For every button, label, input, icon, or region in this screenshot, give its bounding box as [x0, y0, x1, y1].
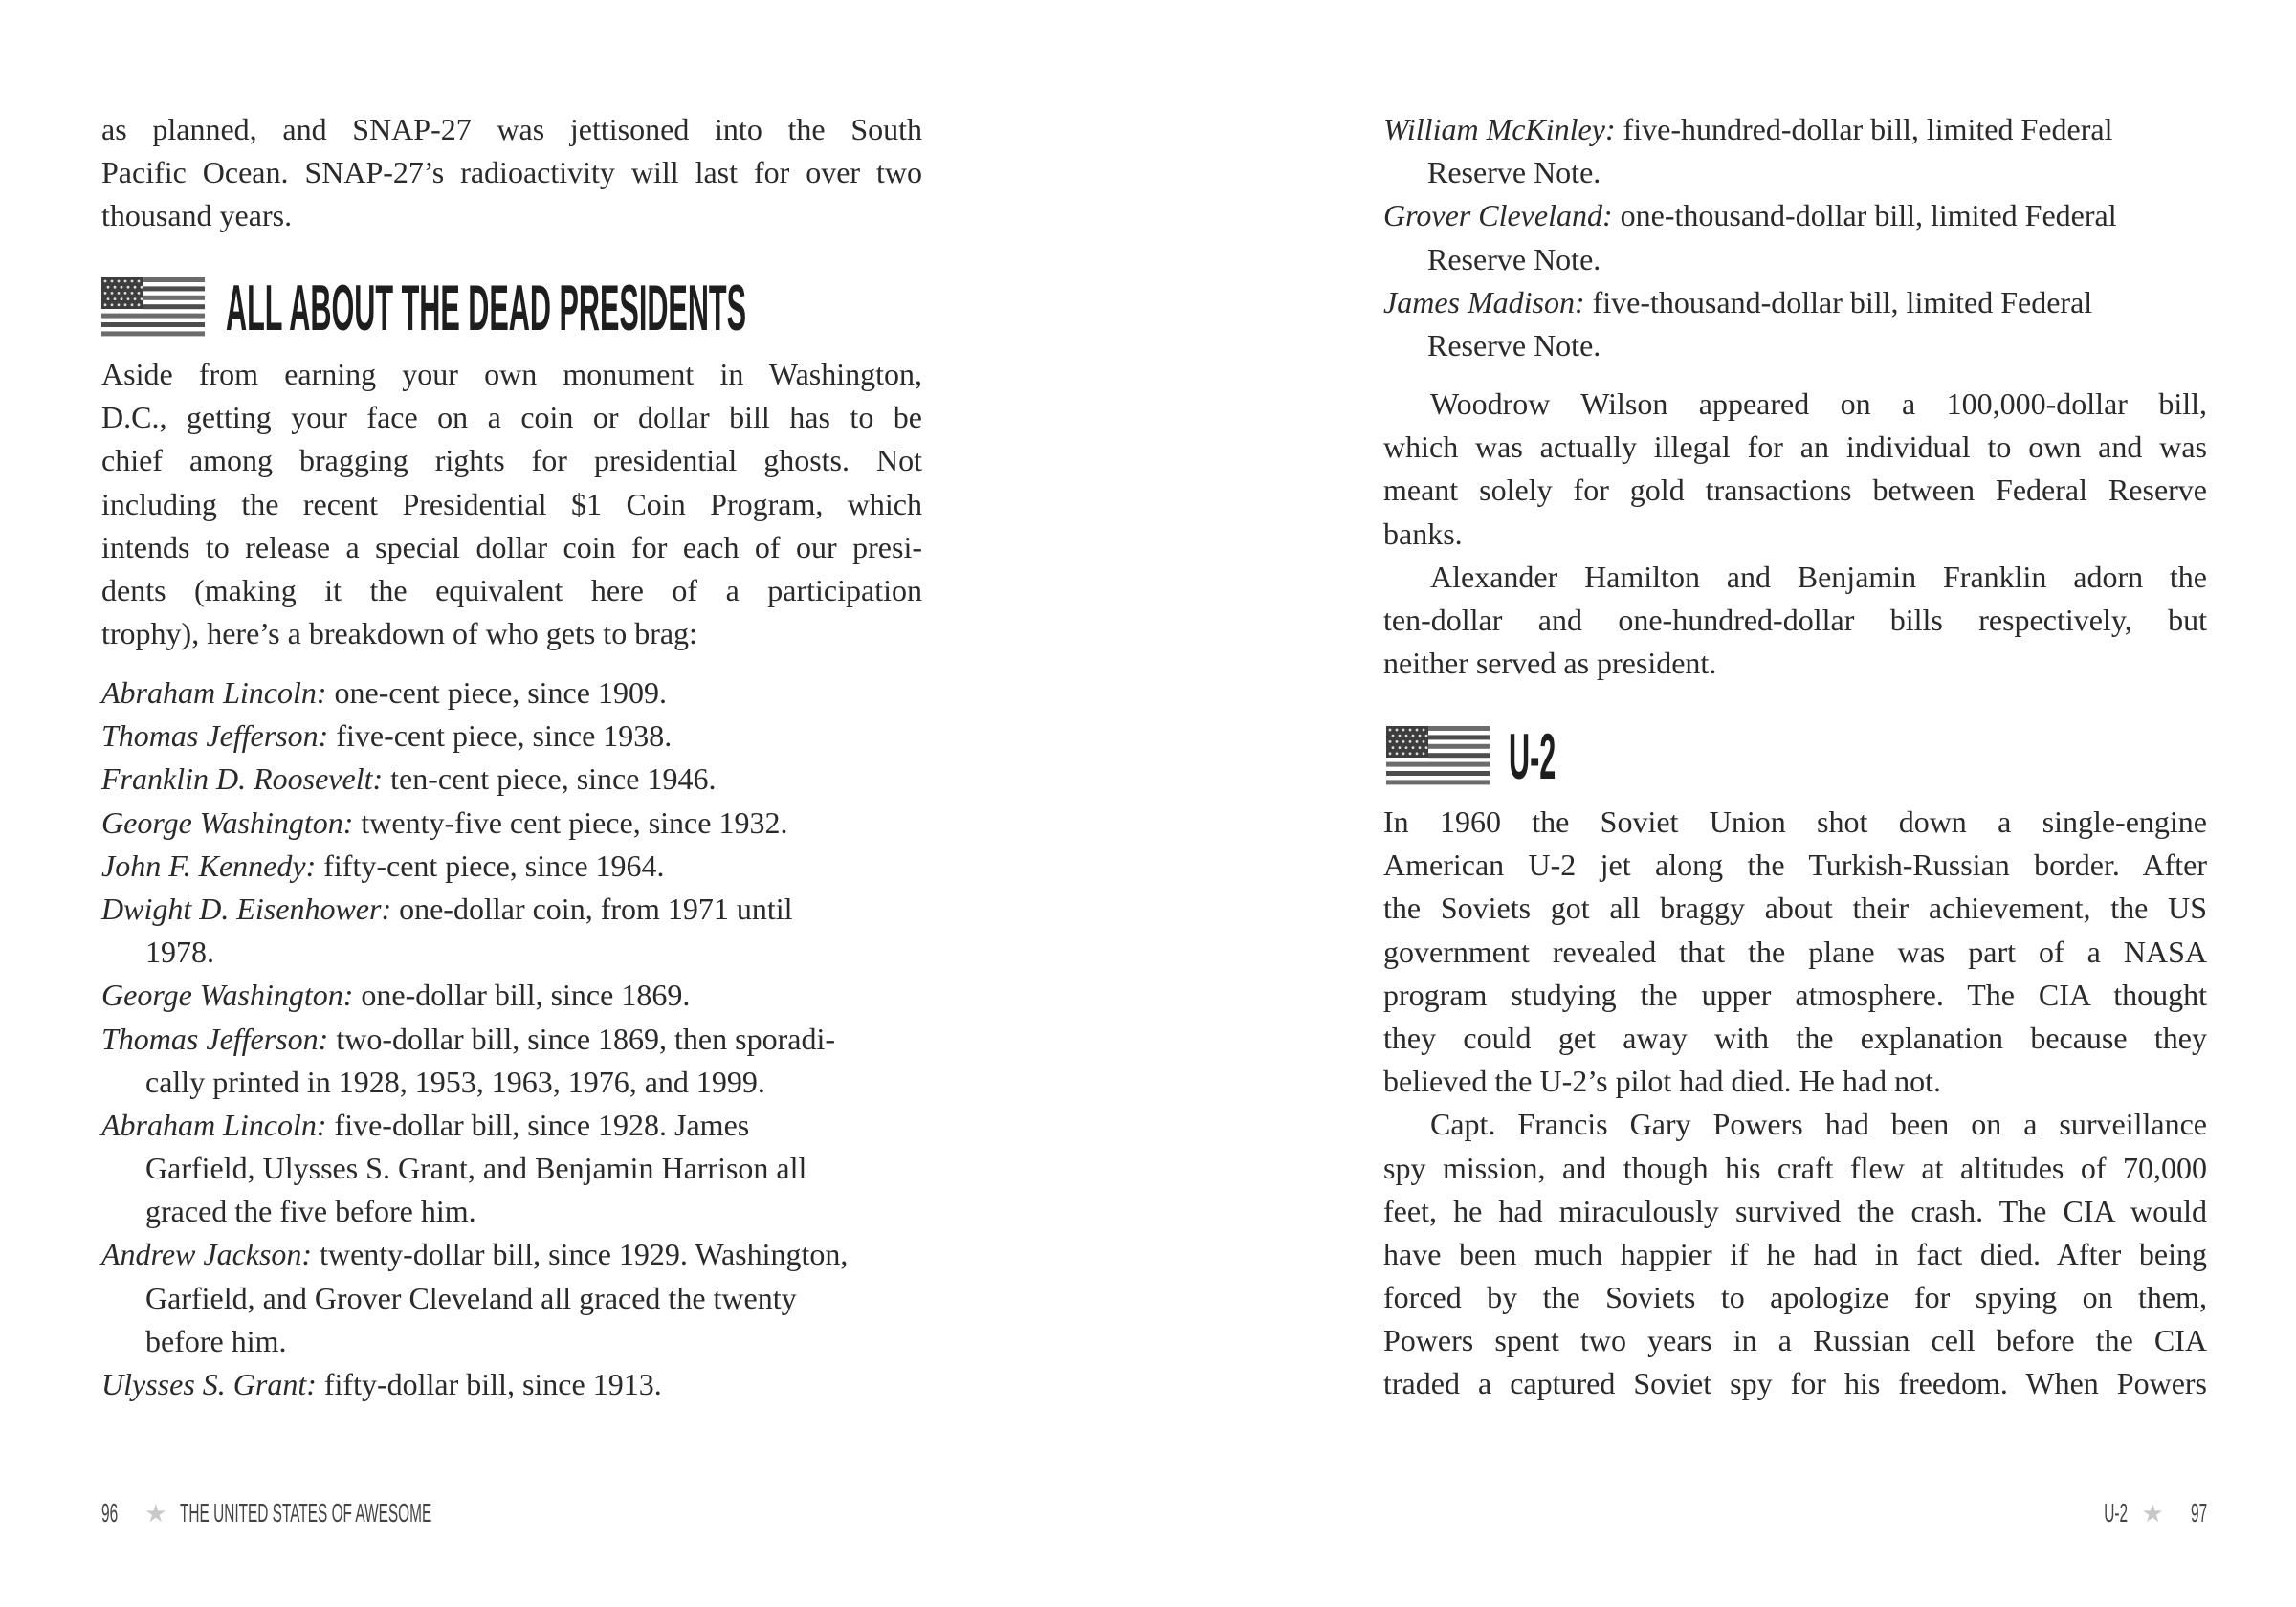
president-name: Thomas Jefferson:	[101, 718, 329, 754]
list-text: twenty-dollar bill, since 1929. Washington,	[312, 1237, 849, 1272]
list-text: Reserve Note.	[1427, 241, 1601, 276]
text-line: In 1960 the Soviet Union shot down a single-engine	[1383, 804, 2207, 839]
text-line: as planned, and SNAP-27 was jettisoned into the South	[101, 112, 922, 146]
list-item	[101, 1018, 922, 1104]
list-line	[1383, 194, 2207, 237]
right-paragraphs	[1383, 383, 2207, 685]
president-name: Franklin D. Roosevelt:	[101, 761, 384, 797]
list-item	[101, 974, 922, 1017]
list-text: five-thousand-dollar bill, limited Federal	[1584, 284, 2093, 319]
text-line: Pacific Ocean. SNAP-27’s radioactivity will last for over two	[101, 155, 922, 190]
american-flag-icon	[1386, 726, 1490, 787]
page-number: 97	[2190, 1498, 2207, 1528]
list-line	[101, 758, 922, 801]
text-line: Aside from earning your own monument in Washington,	[101, 357, 922, 391]
list-text: Garfield, Ulysses S. Grant, and Benjamin Harrison all	[145, 1151, 807, 1186]
text-line: program studying the upper atmosphere. The CIA thought	[1383, 977, 2207, 1012]
text-line: ten-dollar and one-hundred-dollar bills respectively, but	[1383, 602, 2207, 637]
text-line: including the recent Presidential $1 Coin Program, which	[101, 486, 922, 521]
list-line	[1383, 108, 2207, 151]
right-footer	[2085, 1498, 2207, 1529]
text-line: chief among bragging rights for presidential ghosts. Not	[101, 443, 922, 478]
text-line: dents (making it the equivalent here of a participation	[101, 572, 922, 607]
section-heading-dead-presidents	[101, 272, 1382, 344]
text-line: D.C., getting your face on a coin or dollar bill has to be	[101, 400, 922, 435]
text-line: thousand years.	[101, 198, 293, 233]
list-text: before him.	[145, 1323, 287, 1358]
text-line: banks.	[1383, 516, 1463, 551]
left-footer	[101, 1498, 638, 1529]
president-name: George Washington:	[101, 804, 354, 840]
text-line: Powers spent two years in a Russian cell before the CIA	[1383, 1323, 2207, 1358]
president-list	[101, 671, 922, 1406]
list-text: fifty-dollar bill, since 1913.	[316, 1367, 662, 1401]
page-number: 96	[101, 1498, 119, 1528]
list-line	[101, 1061, 922, 1104]
list-text: Reserve Note.	[1427, 327, 1601, 363]
list-item	[101, 1104, 922, 1234]
list-text: 1978.	[145, 935, 214, 970]
section-heading-u2	[1386, 720, 1614, 793]
list-text: five-cent piece, since 1938.	[328, 718, 673, 754]
list-line	[101, 1320, 922, 1363]
list-text: two-dollar bill, since 1869, then sporadi-	[328, 1021, 835, 1056]
list-text: one-cent piece, since 1909.	[326, 675, 667, 710]
list-line	[1383, 151, 2207, 194]
list-item	[1383, 194, 2207, 280]
list-line	[101, 1018, 922, 1061]
list-line	[1383, 281, 2207, 324]
left-paragraph	[101, 353, 922, 655]
list-line	[101, 1233, 922, 1276]
text-line: they could get away with the explanation because they	[1383, 1020, 2207, 1055]
list-item	[101, 715, 922, 758]
text-line: intends to release a special dollar coin for each of our presi-	[101, 529, 922, 564]
president-name: John F. Kennedy:	[101, 848, 317, 883]
president-name: James Madison:	[1383, 284, 1585, 319]
list-text: one-dollar bill, since 1869.	[353, 978, 691, 1013]
president-name: Abraham Lincoln:	[101, 675, 327, 710]
list-text: one-thousand-dollar bill, limited Federal	[1612, 198, 2117, 233]
star-icon: ★	[144, 1498, 167, 1528]
text-line: Woodrow Wilson appeared on a 100,000-dollar bill,	[1430, 386, 2207, 421]
list-text: Garfield, and Grover Cleveland all graced the twenty	[145, 1280, 797, 1315]
left-intro-text	[101, 108, 922, 238]
list-line	[1383, 324, 2207, 367]
list-line	[101, 1363, 922, 1406]
list-item	[101, 758, 922, 801]
president-name: George Washington:	[101, 978, 354, 1013]
list-text: graced the five before him.	[145, 1194, 476, 1229]
text-line: forced by the Soviets to apologize for spying on them,	[1383, 1280, 2207, 1315]
list-line	[1383, 238, 2207, 281]
list-text: fifty-cent piece, since 1964.	[316, 848, 665, 883]
list-item	[101, 845, 922, 888]
section-name: U-2	[2104, 1498, 2129, 1528]
list-line	[101, 1190, 922, 1233]
president-name: William McKinley:	[1383, 112, 1616, 146]
text-line: spy mission, and though his craft flew at altitudes of 70,000	[1383, 1150, 2207, 1185]
text-line: American U-2 jet along the Turkish-Russian border. After	[1383, 848, 2207, 883]
text-line: feet, he had miraculously survived the crash. The CIA would	[1383, 1193, 2207, 1228]
text-line: neither served as president.	[1383, 646, 1717, 681]
text-line: trophy), here’s a breakdown of who gets to brag:	[101, 616, 697, 651]
heading-text: U-2	[1509, 720, 1556, 793]
list-line	[101, 1147, 922, 1190]
text-line: Capt. Francis Gary Powers had been on a surveillance	[1430, 1107, 2207, 1142]
president-name: Andrew Jackson:	[101, 1237, 313, 1272]
list-text: five-hundred-dollar bill, limited Federal	[1615, 112, 2113, 146]
book-title: THE UNITED STATES OF AWESOME	[180, 1498, 432, 1528]
text-line: believed the U-2’s pilot had died. He had not.	[1383, 1064, 1941, 1099]
list-line	[101, 931, 922, 974]
list-item	[1383, 281, 2207, 367]
list-line	[101, 802, 922, 845]
american-flag-icon	[101, 277, 205, 339]
star-icon: ★	[2141, 1498, 2164, 1528]
president-name: Grover Cleveland:	[1383, 198, 1613, 233]
list-item	[101, 671, 922, 715]
list-item	[101, 1233, 922, 1363]
list-text: one-dollar coin, from 1971 until	[391, 891, 793, 926]
list-item	[101, 1363, 922, 1406]
president-name: Abraham Lincoln:	[101, 1107, 327, 1142]
text-line: Alexander Hamilton and Benjamin Franklin adorn the	[1430, 559, 2207, 594]
list-text: Reserve Note.	[1427, 155, 1601, 190]
right-president-list	[1383, 108, 2207, 367]
list-line	[101, 888, 922, 931]
list-line	[101, 1104, 922, 1147]
text-line: traded a captured Soviet spy for his freedom. When Powers	[1383, 1366, 2207, 1401]
list-line	[101, 974, 922, 1017]
list-item	[1383, 108, 2207, 194]
list-text: cally printed in 1928, 1953, 1963, 1976, and 1999.	[145, 1064, 765, 1099]
list-line	[101, 845, 922, 888]
heading-text: ALL ABOUT THE DEAD PRESIDENTS	[226, 272, 747, 344]
list-text: twenty-five cent piece, since 1932.	[353, 804, 788, 840]
text-line: government revealed that the plane was part of a NASA	[1383, 934, 2207, 969]
president-name: Thomas Jefferson:	[101, 1021, 329, 1056]
list-line	[101, 715, 922, 758]
u2-section-text	[1383, 801, 2207, 1406]
list-text: five-dollar bill, since 1928. James	[326, 1107, 750, 1142]
list-line	[101, 1277, 922, 1320]
president-name: Ulysses S. Grant:	[101, 1367, 317, 1401]
list-text: ten-cent piece, since 1946.	[383, 761, 717, 797]
text-line: the Soviets got all braggy about their achievement, the US	[1383, 891, 2207, 926]
text-line: which was actually illegal for an individual to own and was	[1383, 429, 2207, 465]
list-item	[101, 888, 922, 974]
list-item	[101, 802, 922, 845]
list-line	[101, 671, 922, 715]
text-line: meant solely for gold transactions between Federal Reserve	[1383, 473, 2207, 508]
text-line: have been much happier if he had in fact died. After being	[1383, 1236, 2207, 1271]
president-name: Dwight D. Eisenhower:	[101, 891, 392, 926]
